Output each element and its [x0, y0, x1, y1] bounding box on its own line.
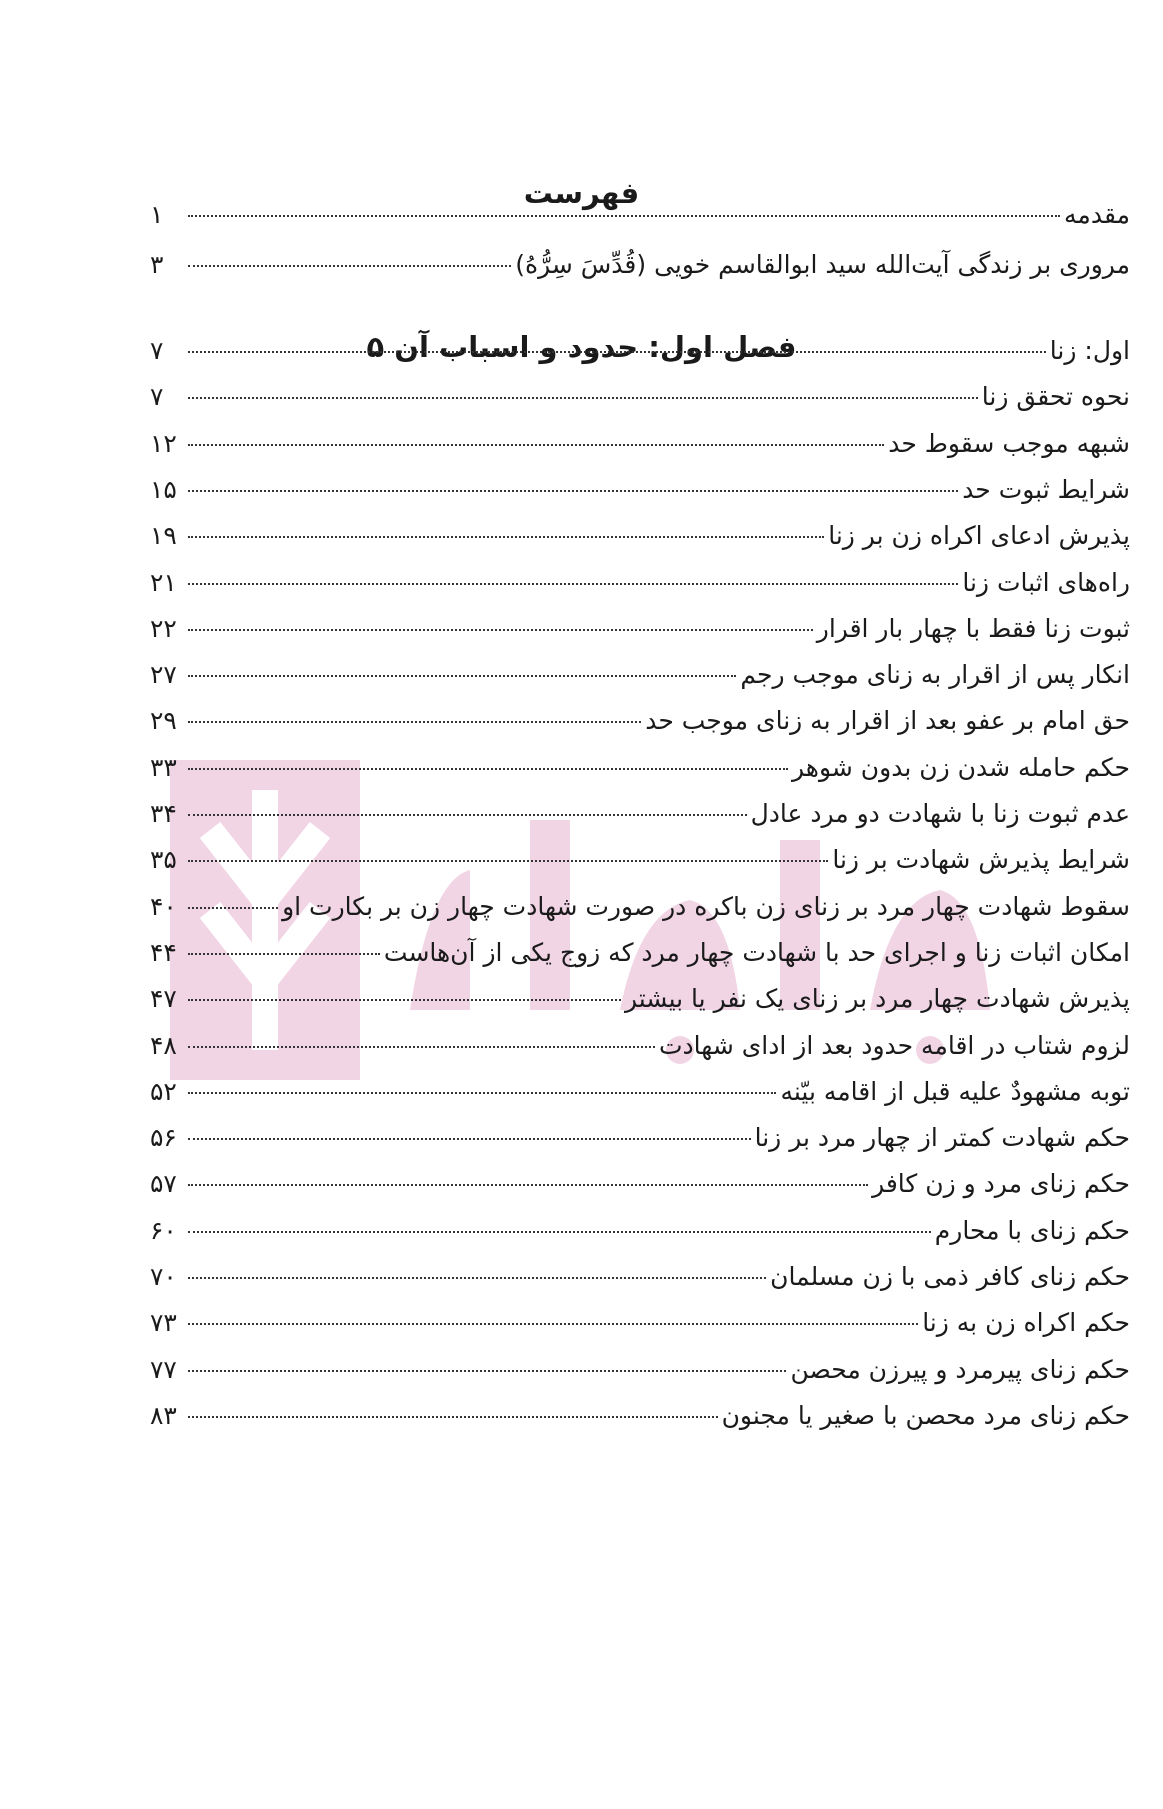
toc-entry — [150, 568, 1130, 608]
toc-page-number: ۱۹ — [150, 521, 177, 551]
toc-entry-label: اول: زنا — [1049, 336, 1130, 365]
toc-page-number: ۷۰ — [150, 1262, 177, 1291]
toc-entry — [150, 1031, 1130, 1071]
toc-entry-label: انکار پس از اقرار به زنای موجب رجم — [740, 660, 1130, 690]
toc-entry — [150, 1355, 1130, 1395]
toc-entry — [150, 845, 1130, 885]
toc-entry — [150, 521, 1130, 561]
toc-entry — [150, 382, 1130, 422]
dot-leader — [188, 444, 884, 446]
toc-entry — [150, 336, 1130, 376]
toc-page-number: ۳ — [150, 250, 164, 279]
toc-page-number: ۳۵ — [150, 845, 177, 875]
toc-entry-label: حکم شهادت کمتر از چهار مرد بر زنا — [754, 1123, 1130, 1153]
toc-entry — [150, 1169, 1130, 1209]
dot-leader — [188, 215, 1060, 217]
toc-entry-label: حق امام بر عفو بعد از اقرار به زنای موجب حد — [645, 706, 1130, 736]
dot-leader — [188, 1138, 751, 1140]
toc-entry-label: ثبوت زنا فقط با چهار بار اقرار — [816, 613, 1130, 643]
toc-entry-label: امکان اثبات زنا و اجرای حد با شهادت چهار مرد که زوج یکی از آن‌هاست — [383, 937, 1130, 967]
dot-leader — [188, 907, 278, 909]
dot-leader — [188, 721, 641, 723]
dot-leader — [188, 1416, 718, 1418]
toc-page-number: ۱۵ — [150, 474, 177, 504]
chapter-heading: فصل اول: حدود و اسباب آن ۵ — [366, 330, 797, 364]
toc-entry — [150, 1262, 1130, 1302]
toc-entry — [150, 1401, 1130, 1441]
toc-entry-label: راه‌های اثبات زنا — [962, 567, 1130, 597]
toc-page-number: ۲۲ — [150, 613, 177, 643]
toc-entry — [150, 984, 1130, 1024]
dot-leader — [188, 1277, 766, 1279]
dot-leader — [188, 768, 788, 770]
toc-entry — [150, 614, 1130, 654]
toc-entry — [150, 660, 1130, 700]
toc-entry-label: مروری بر زندگی آیت‌الله سید ابوالقاسم خویی (قُدِّسَ سِرُّهُ) — [515, 250, 1130, 279]
toc-entry-label: حکم زنای کافر ذمی با زن مسلمان — [770, 1262, 1130, 1291]
toc-page-number: ۱ — [150, 200, 164, 229]
dot-leader — [188, 1184, 868, 1186]
toc-page-number: ۲۷ — [150, 660, 177, 690]
toc-page-number: ۵۷ — [150, 1169, 177, 1199]
dot-leader — [188, 814, 747, 816]
toc-entry-label: شبهه موجب سقوط حد — [888, 428, 1130, 458]
dot-leader — [188, 490, 958, 492]
toc-page-number: ۷۳ — [150, 1308, 177, 1338]
toc-entry-label: سقوط شهادت چهار مرد بر زنای زن باکره در صورت شهادت چهار زن بر بکارت او — [282, 891, 1130, 921]
toc-entry-label: حکم زنای مرد محصن با صغیر یا مجنون — [721, 1400, 1130, 1430]
toc-entry-label: پذیرش شهادت چهار مرد بر زنای یک نفر یا بیشتر — [624, 984, 1130, 1014]
dot-leader — [188, 351, 1046, 353]
toc-page-number: ۷ — [150, 382, 164, 412]
dot-leader — [188, 536, 824, 538]
toc-entry — [150, 250, 1130, 290]
dot-leader — [188, 629, 813, 631]
toc-page-number: ۴۴ — [150, 937, 177, 967]
dot-leader — [188, 1231, 931, 1233]
toc-entry — [150, 1308, 1130, 1348]
toc-title: فهرست — [523, 176, 640, 210]
toc-page-number: ۴۸ — [150, 1030, 177, 1060]
toc-page-number: ۲۱ — [150, 567, 177, 597]
toc-page-number: ۷ — [150, 336, 164, 365]
toc-entry — [150, 706, 1130, 746]
toc-page-number: ۶۰ — [150, 1215, 177, 1245]
toc-entry-label: حکم حامله شدن زن بدون شوهر — [792, 752, 1130, 782]
toc-page-number: ۳۳ — [150, 752, 177, 782]
toc-entry-label: شرایط پذیرش شهادت بر زنا — [832, 845, 1130, 875]
dot-leader — [188, 1370, 786, 1372]
toc-entry — [150, 475, 1130, 515]
dot-leader — [188, 860, 828, 862]
toc-entry — [150, 1216, 1130, 1256]
toc-page-number: ۲۹ — [150, 706, 177, 736]
toc-entry-label: نحوه تحقق زنا — [981, 382, 1130, 412]
toc-page-number: ۷۷ — [150, 1354, 177, 1384]
toc-entry-label: حکم اکراه زن به زنا — [922, 1308, 1130, 1338]
toc-entry-label: حکم زنای پیرمرد و پیرزن محصن — [790, 1354, 1130, 1384]
dot-leader — [188, 953, 380, 955]
dot-leader — [188, 583, 958, 585]
toc-page-number: ۵۲ — [150, 1076, 177, 1106]
toc-entry — [150, 429, 1130, 469]
toc-entry-label: عدم ثبوت زنا با شهادت دو مرد عادل — [750, 799, 1130, 828]
dot-leader — [188, 1046, 655, 1048]
toc-entry-label: حکم زنای با محارم — [934, 1215, 1130, 1245]
toc-page-number: ۵۶ — [150, 1123, 177, 1153]
toc-entry-label: لزوم شتاب در اقامه حدود بعد از ادای شهادت — [659, 1030, 1130, 1060]
toc-entry-label: توبه مشهودٌ علیه قبل از اقامه بیّنه — [780, 1076, 1130, 1106]
toc-entry-label: حکم زنای مرد و زن کافر — [872, 1169, 1130, 1199]
dot-leader — [188, 999, 621, 1001]
toc-page-number: ۴۷ — [150, 984, 177, 1014]
toc-entry — [150, 938, 1130, 978]
dot-leader — [188, 1323, 918, 1325]
dot-leader — [188, 675, 736, 677]
toc-page-number: ۸۳ — [150, 1400, 177, 1430]
dot-leader — [188, 1092, 776, 1094]
toc-entry — [150, 753, 1130, 793]
toc-entry-label: شرایط ثبوت حد — [962, 474, 1130, 504]
toc-page-number: ۱۲ — [150, 428, 177, 458]
toc-page-number: ۴۰ — [150, 891, 177, 921]
toc-entry — [150, 1077, 1130, 1117]
toc-entry — [150, 1123, 1130, 1163]
toc-page-number: ۳۴ — [150, 799, 177, 828]
toc-entry-label: مقدمه — [1064, 200, 1130, 229]
dot-leader — [188, 265, 511, 267]
toc-entry — [150, 200, 1130, 240]
toc-entry — [150, 892, 1130, 932]
toc-entry — [150, 799, 1130, 839]
dot-leader — [188, 397, 978, 399]
toc-entry-label: پذیرش ادعای اکراه زن بر زنا — [828, 521, 1130, 551]
